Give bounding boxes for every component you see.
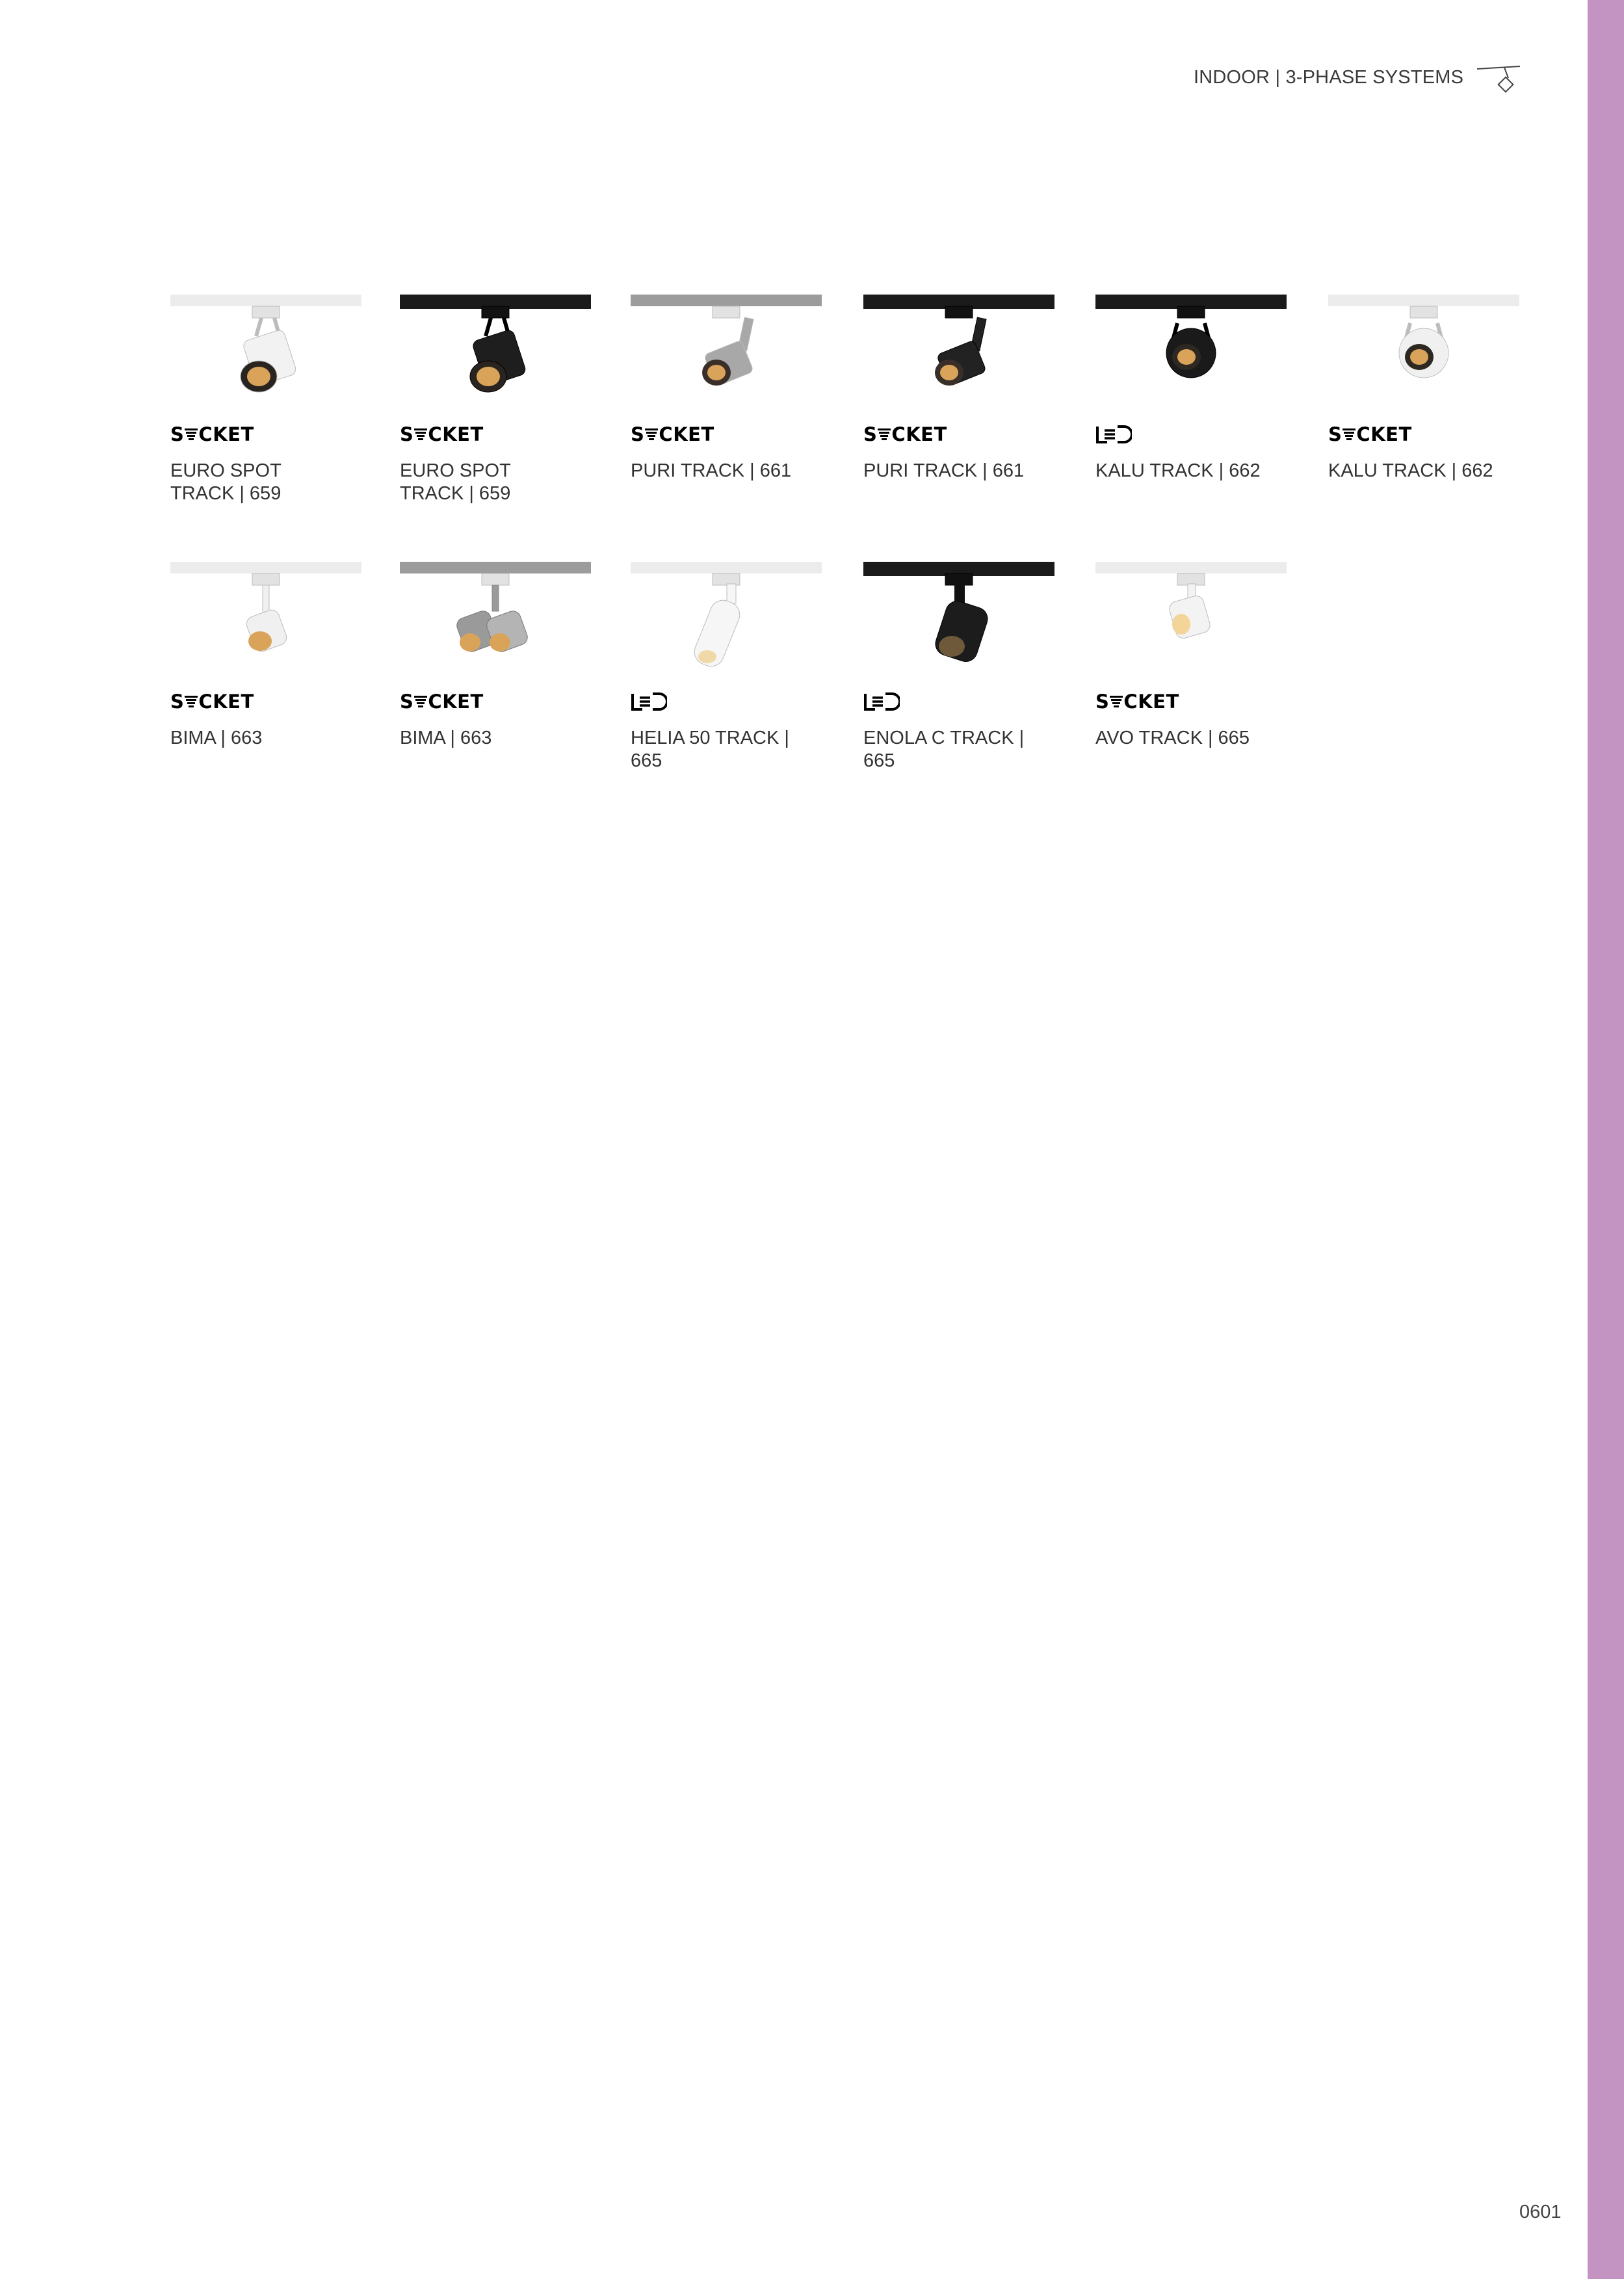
product-image xyxy=(400,291,591,421)
track-spotlight-icon xyxy=(170,558,361,688)
product-image xyxy=(863,291,1054,421)
socket-badge: S CKET xyxy=(1328,423,1412,445)
socket-badge: S CKET xyxy=(400,691,484,713)
product-name: EURO SPOT TRACK | 659 xyxy=(170,460,282,504)
product-card[interactable] xyxy=(170,291,365,504)
socket-badge: S CKET xyxy=(1095,691,1179,713)
track-spot-icon xyxy=(1476,61,1521,96)
product-name: ENOLA C TRACK | 665 xyxy=(863,728,1025,771)
product-image xyxy=(631,558,822,688)
led-badge xyxy=(863,689,900,714)
product-card[interactable] xyxy=(1095,558,1290,748)
led-badge-icon xyxy=(1095,425,1132,443)
track-spotlight-icon xyxy=(863,558,1054,688)
product-name: KALU TRACK | 662 xyxy=(1328,460,1493,481)
socket-badge: S CKET xyxy=(170,423,254,445)
product-image xyxy=(863,558,1054,688)
led-badge-icon xyxy=(863,692,900,711)
product-card[interactable] xyxy=(631,558,826,771)
product-image xyxy=(170,291,361,421)
socket-badge xyxy=(170,422,254,447)
product-image xyxy=(400,558,591,688)
product-name: HELIA 50 TRACK | 665 xyxy=(631,728,789,771)
product-name: PURI TRACK | 661 xyxy=(631,460,792,481)
product-card[interactable] xyxy=(631,291,826,481)
side-color-bar xyxy=(1588,0,1624,2279)
socket-badge xyxy=(400,422,484,447)
socket-badge xyxy=(1328,422,1412,447)
socket-badge: S CKET xyxy=(631,423,714,445)
socket-badge xyxy=(400,689,484,714)
section-header: INDOOR | 3-PHASE SYSTEMS xyxy=(1194,67,1464,88)
product-card[interactable] xyxy=(863,291,1058,481)
product-image xyxy=(631,291,822,421)
track-spotlight-icon xyxy=(631,558,822,688)
product-image xyxy=(170,558,361,688)
track-spotlight-icon xyxy=(170,291,361,421)
product-name: PURI TRACK | 661 xyxy=(863,460,1025,481)
product-card[interactable] xyxy=(863,558,1058,771)
socket-badge xyxy=(1095,689,1179,714)
track-spotlight-icon xyxy=(631,291,822,421)
product-image xyxy=(1095,558,1287,688)
product-name: KALU TRACK | 662 xyxy=(1095,460,1261,481)
socket-badge xyxy=(863,422,947,447)
product-card[interactable] xyxy=(1095,291,1290,481)
product-name: AVO TRACK | 665 xyxy=(1095,728,1250,748)
socket-badge xyxy=(170,689,254,714)
socket-badge xyxy=(631,422,714,447)
track-spotlight-icon xyxy=(1328,291,1519,421)
product-card[interactable] xyxy=(1328,291,1523,481)
track-spotlight-icon xyxy=(400,558,591,688)
product-name: BIMA | 663 xyxy=(400,728,492,748)
product-name: EURO SPOT TRACK | 659 xyxy=(400,460,511,504)
socket-badge: S CKET xyxy=(863,423,947,445)
socket-badge: S CKET xyxy=(400,423,484,445)
product-card[interactable] xyxy=(400,291,595,504)
track-spotlight-icon xyxy=(863,291,1054,421)
led-badge xyxy=(1095,422,1132,447)
led-badge-icon xyxy=(631,692,667,711)
track-spotlight-icon xyxy=(1095,558,1287,688)
track-spotlight-icon xyxy=(400,291,591,421)
product-card[interactable] xyxy=(400,558,595,748)
page-number: 0601 xyxy=(1519,2202,1562,2222)
product-image xyxy=(1328,291,1519,421)
product-image xyxy=(1095,291,1287,421)
product-name: BIMA | 663 xyxy=(170,728,263,748)
product-card[interactable] xyxy=(170,558,365,748)
socket-badge: S CKET xyxy=(170,691,254,713)
led-badge xyxy=(631,689,667,714)
track-spotlight-icon xyxy=(1095,291,1287,421)
